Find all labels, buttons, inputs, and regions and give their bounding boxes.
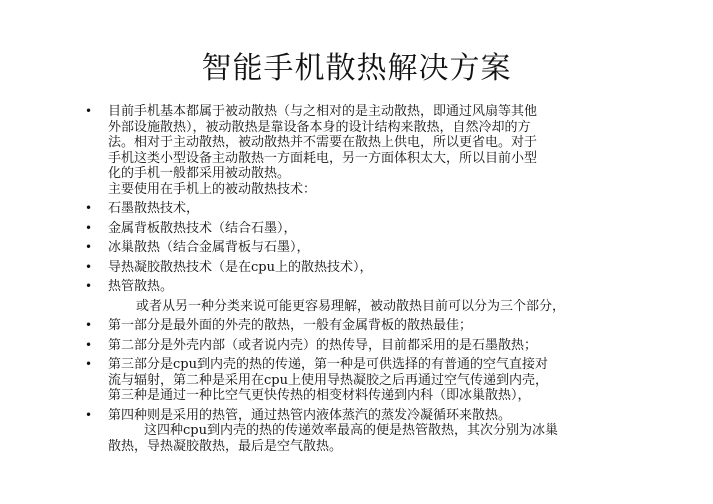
text-line: 第一部分是最外面的外壳的散热，一般有金属背板的散热最佳；: [108, 318, 473, 333]
bullet-dot-icon: •: [85, 240, 93, 254]
text-line: 第三种是通过一种比空气更快传热的相变材料传递到内科（即冰巢散热），: [108, 388, 531, 403]
bullet-dot-icon: •: [85, 318, 93, 332]
text-line: 外部设施散热），被动散热是靠设备本身的设计结构来散热，自然冷却的方: [108, 119, 531, 135]
bullet-dot-icon: •: [85, 104, 93, 118]
bullet-dot-icon: •: [85, 337, 93, 352]
text-line: 化的手机一般都采用被动散热。: [108, 166, 291, 181]
bullet-item-metal-backplate: [84, 221, 644, 237]
bullet-item-thermal-gel: [84, 260, 644, 276]
text-line: 目前手机基本都属于被动散热（与之相对的是主动散热，即通过风扇等其他: [108, 104, 538, 119]
text-line: 第二部分是外壳内部（或者说内壳）的热传导，目前都采用的是石墨散热；: [108, 337, 538, 353]
text-line: 第四种则是采用的热管，通过热管内液体蒸汽的蒸发冷凝循环来散热。: [108, 407, 512, 423]
text-line: 导热凝胶散热技术（是在cpu上的散热技术），: [108, 259, 373, 275]
text-line: 第三部分是cpu到内壳的热的传递，第一种是可供选择的有普通的空气直接对: [108, 357, 548, 372]
text-line: 这四种cpu到内壳的热的传递效率最高的便是热管散热，其次分别为冰巢: [144, 423, 558, 438]
bullet-dot-icon: •: [85, 259, 93, 274]
text-line: 流与辐射，第二种是采用在cpu上使用导热凝胶之后再通过空气传递到内壳，: [108, 372, 548, 388]
slide-content: [84, 104, 644, 454]
bullet-item-heat-pipe: [84, 279, 644, 295]
text-line: 法。相对于主动散热，被动散热并不需要在散热上供电，所以更省电。对于: [108, 135, 538, 150]
text-line: 金属背板散热技术（结合石墨），: [108, 220, 297, 236]
bullet-item-ice-nest: [84, 240, 644, 256]
bullet-item-part-two: [84, 338, 644, 354]
bullet-item-graphite: [84, 201, 644, 217]
bullet-dot-icon: •: [85, 357, 93, 371]
interlude-text: [84, 299, 644, 315]
bullet-item-intro: [84, 104, 644, 197]
text-line: 手机这类小型设备主动散热一方面耗电，另一方面体积太大，所以目前小型: [108, 150, 538, 166]
text-line: 散热，导热凝胶散热，最后是空气散热。: [108, 438, 343, 454]
bullet-dot-icon: •: [85, 201, 93, 215]
bullet-dot-icon: •: [85, 220, 93, 235]
text-line: 热管散热。: [108, 279, 174, 294]
bullet-item-part-four: [84, 408, 644, 455]
text-line: 冰巢散热（结合金属背板与石墨），: [108, 240, 310, 255]
text-line: 或者从另一种分类来说可能更容易理解，被动散热目前可以分为三个部分，: [136, 298, 566, 314]
text-line: 石墨散热技术，: [108, 201, 200, 216]
text-line: 主要使用在手机上的被动散热技术：: [108, 181, 317, 197]
bullet-dot-icon: •: [85, 407, 93, 422]
bullet-item-part-three: [84, 357, 644, 404]
bullet-dot-icon: •: [85, 279, 93, 293]
bullet-item-part-one: [84, 318, 644, 334]
slide-title: 智能手机散热解决方案: [201, 51, 512, 86]
